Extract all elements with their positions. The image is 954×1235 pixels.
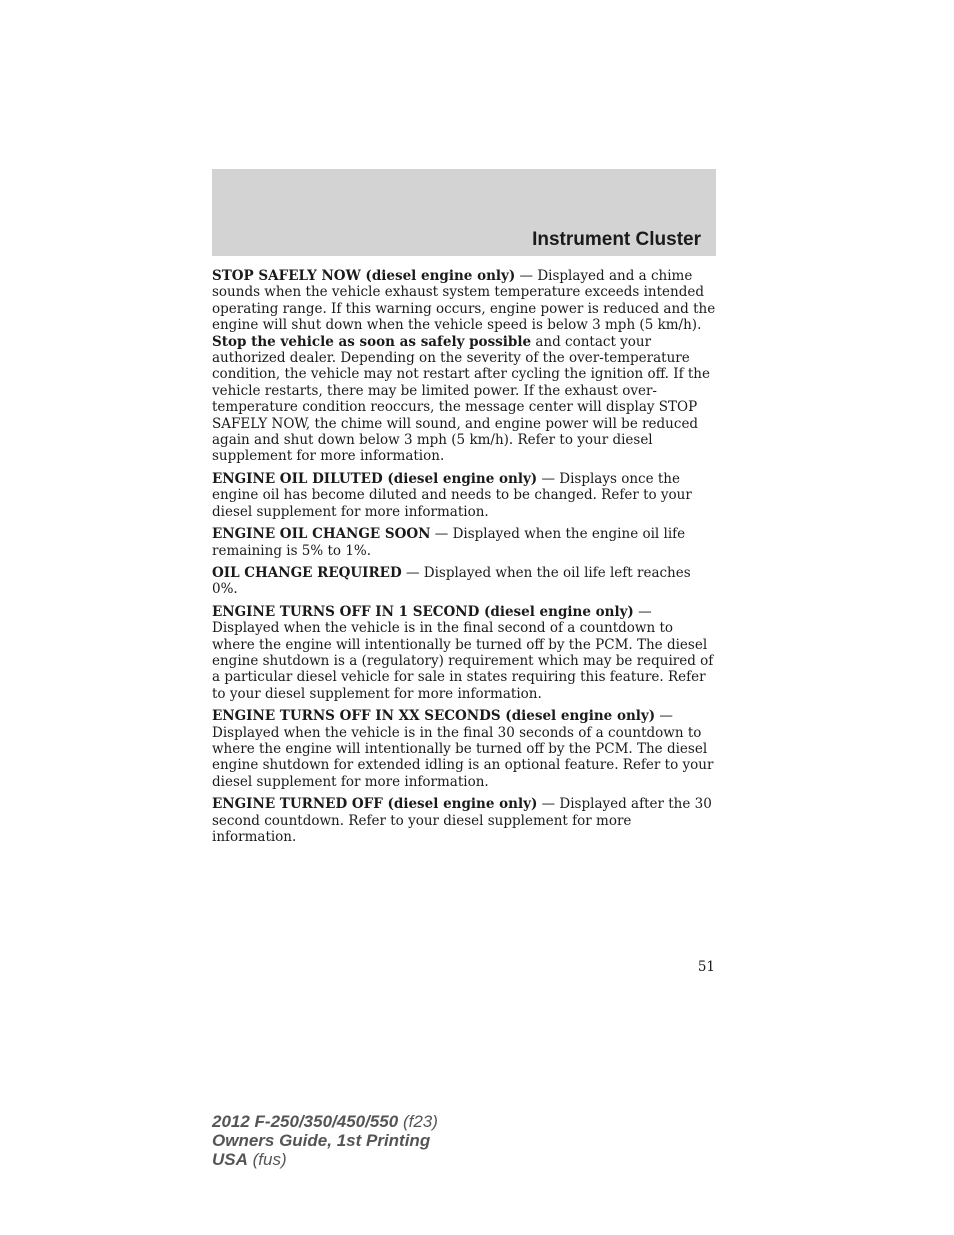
footer-model: 2012 F-250/350/450/550 [212, 1112, 399, 1131]
page-number: 51 [697, 959, 715, 975]
entry-term: ENGINE TURNS OFF IN XX SECONDS (diesel engine only) [212, 708, 656, 725]
entry-text: — Displayed and a chime sounds when the vehicle exhaust system temperature exceeds intended operating range. If this warning occurs, engine power is reduced and the engine will shut down when the vehicle speed is below 3 mph (5 km/h). [212, 268, 716, 334]
entry-engine-turned-off [212, 796, 716, 845]
footer-model-code: (f23) [398, 1112, 438, 1131]
entry-engine-turns-off-1-second [212, 604, 716, 702]
entry-term: ENGINE OIL CHANGE SOON [212, 526, 431, 543]
entry-text: — Displays once the engine oil has become diluted and needs to be changed. Refer to your diesel supplement for more information. [212, 470, 692, 520]
entry-text: — Displayed when the vehicle is in the final 30 seconds of a countdown to where the engine will intentionally be turned off by the PCM. The diesel engine shutdown for extended idling is an optional feature. Refer to your diesel supplement for more information. [212, 708, 714, 790]
entry-engine-oil-diluted [212, 471, 716, 520]
document-footer [212, 1112, 438, 1169]
entry-term: OIL CHANGE REQUIRED [212, 564, 402, 581]
footer-market: USA [212, 1150, 248, 1169]
footer-market-line [212, 1150, 438, 1169]
entry-engine-oil-change-soon [212, 526, 716, 559]
section-header-band [212, 169, 716, 256]
entry-text: — Displayed when the vehicle is in the final second of a countdown to where the engine will intentionally be turned off by the PCM. The diesel engine shutdown is a (regulatory) requirement which may be required of a particular diesel vehicle for sale in states requiring this feature. Refer to your diesel supplement for more information. [212, 603, 714, 702]
entry-emphasis: Stop the vehicle as soon as safely possible [212, 333, 532, 350]
entry-engine-turns-off-xx-seconds [212, 708, 716, 790]
entry-term: ENGINE TURNED OFF (diesel engine only) [212, 796, 538, 813]
entry-text: — Displayed when the oil life left reaches 0%. [212, 564, 691, 598]
footer-model-line [212, 1112, 438, 1131]
footer-printing-line: Owners Guide, 1st Printing [212, 1131, 431, 1150]
entry-term: STOP SAFELY NOW (diesel engine only) [212, 268, 516, 284]
section-title: Instrument Cluster [532, 229, 701, 250]
entry-term: ENGINE TURNS OFF IN 1 SECOND (diesel engine only) [212, 603, 634, 620]
entry-text: — Displayed after the 30 second countdown. Refer to your diesel supplement for more information. [212, 796, 712, 845]
entry-text: — Displayed when the engine oil life remaining is 5% to 1%. [212, 526, 686, 559]
entry-text: and contact your authorized dealer. Depending on the severity of the over-temperature condition, the vehicle may not restart after cycling the ignition off. If the vehicle restarts, there may be limited power. If the exhaust over-temperature condition reoccurs, the message center will display STOP SAFELY NOW, the chime will sound, and engine power will be reduced again and shut down below 3 mph (5 km/h). Refer to your diesel supplement for more information. [212, 333, 710, 465]
entry-stop-safely-now [212, 268, 716, 465]
footer-market-code: (fus) [247, 1150, 287, 1169]
entry-oil-change-required [212, 565, 716, 598]
page-content [212, 268, 716, 851]
entry-term: ENGINE OIL DILUTED (diesel engine only) [212, 470, 538, 487]
